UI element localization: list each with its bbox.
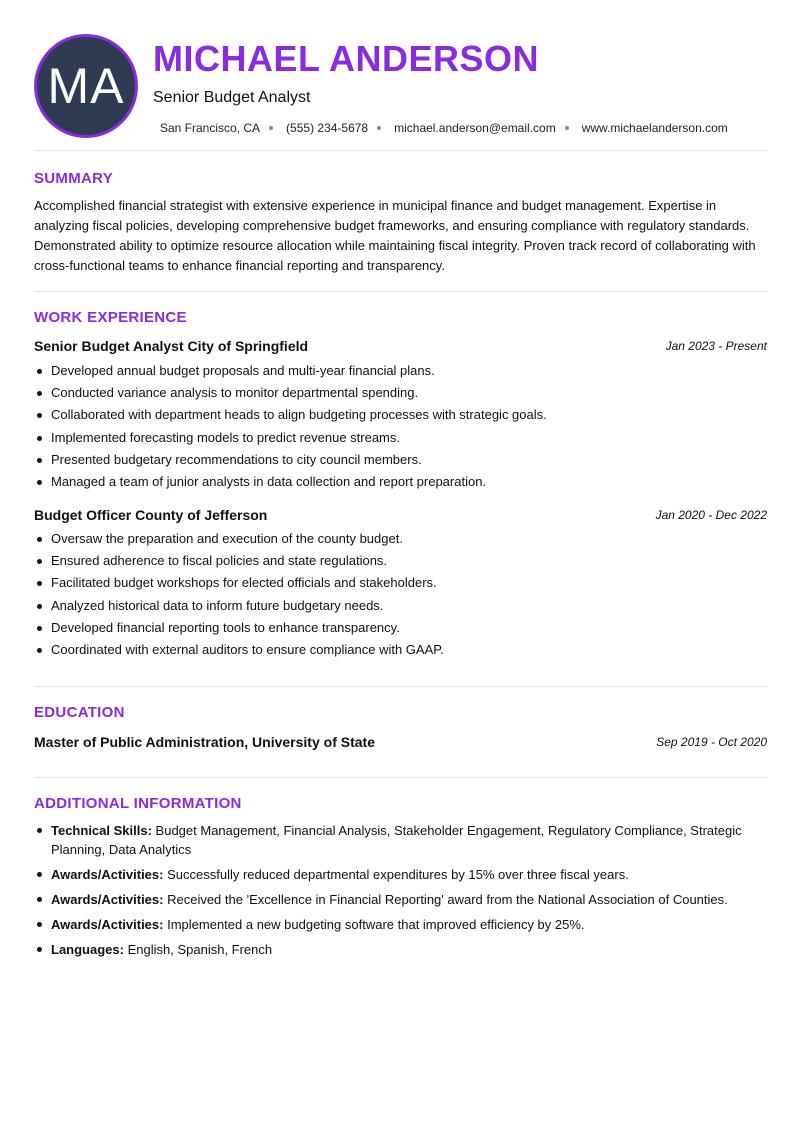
separator-dot-icon [269,126,273,130]
list-item: Oversaw the preparation and execution of the county budget. [34,531,767,553]
job-date: Jan 2020 - Dec 2022 [655,508,767,522]
contact-email[interactable]: michael.anderson@email.com [394,121,556,135]
item-label: Awards/Activities: [51,892,164,907]
education-heading: EDUCATION [34,704,125,721]
list-item: Presented budgetary recommendations to city council members. [34,452,767,474]
job-title: Senior Budget Analyst City of Springfield [34,338,309,354]
candidate-role: Senior Budget Analyst [153,89,311,106]
list-item [34,865,767,884]
item-label: Languages: [51,942,124,957]
item-label: Awards/Activities: [51,917,164,932]
avatar [34,34,138,138]
contact-location: San Francisco, CA [160,121,261,135]
divider [34,686,767,687]
list-item: Conducted variance analysis to monitor departmental spending. [34,385,767,407]
job-date: Jan 2023 - Present [665,339,767,353]
additional-info-heading: ADDITIONAL INFORMATION [34,795,242,812]
divider [34,291,767,292]
job-bullets [34,363,767,496]
contact-bar [160,120,728,136]
item-text: Successfully reduced departmental expenditures by 15% over three fiscal years. [167,867,629,882]
list-item: Coordinated with external auditors to ensure compliance with GAAP. [34,642,767,664]
summary-text: Accomplished financial strategist with extensive experience in municipal finance and budget management. Expertise in analyzing fiscal policies, developing comprehensive budget frameworks, and ensuring compliance with regulatory standards. Demonstrated ability to optimize resource allocation while maintaining fiscal integrity. Proven track record of collaborating with cross-functional teams to enhance financial reporting and transparency. [34,198,756,273]
item-label: Awards/Activities: [51,867,164,882]
job-header [34,506,767,524]
education-entry [34,733,767,751]
item-text: Implemented a new budgeting software that improved efficiency by 25%. [167,917,585,932]
list-item: Managed a team of junior analysts in data collection and report preparation. [34,474,767,496]
list-item [34,915,767,934]
separator-dot-icon [377,126,381,130]
additional-info-list [34,821,767,965]
contact-website[interactable]: www.michaelanderson.com [581,121,728,135]
education-date: Sep 2019 - Oct 2020 [656,735,767,749]
item-label: Technical Skills: [51,823,152,838]
candidate-name: MICHAEL ANDERSON [153,38,540,79]
item-text: English, Spanish, French [127,942,273,957]
contact-phone: (555) 234-5678 [286,121,369,135]
list-item: Developed financial reporting tools to enhance transparency. [34,620,767,642]
item-text: Received the 'Excellence in Financial Reporting' award from the National Association of Counties. [167,892,728,907]
item-text: Budget Management, Financial Analysis, Stakeholder Engagement, Regulatory Compliance, Strategic Planning, Data Analytics [51,823,742,857]
job-header [34,337,767,355]
list-item: Developed annual budget proposals and multi-year financial plans. [34,363,767,385]
list-item: Implemented forecasting models to predict revenue streams. [34,430,767,452]
avatar-initials: MA [47,58,125,114]
separator-dot-icon [565,126,569,130]
list-item: Analyzed historical data to inform future budgetary needs. [34,598,767,620]
job-bullets [34,531,767,664]
job-title: Budget Officer County of Jefferson [34,507,268,523]
degree: Master of Public Administration, University of State [34,734,375,750]
list-item [34,821,767,859]
list-item: Ensured adherence to fiscal policies and state regulations. [34,553,767,575]
list-item [34,940,767,959]
work-experience-heading: WORK EXPERIENCE [34,309,187,326]
divider [34,777,767,778]
list-item: Collaborated with department heads to align budgeting processes with strategic goals. [34,407,767,429]
list-item: Facilitated budget workshops for elected officials and stakeholders. [34,575,767,597]
list-item [34,890,767,909]
divider [34,150,767,151]
summary-heading: SUMMARY [34,170,114,187]
